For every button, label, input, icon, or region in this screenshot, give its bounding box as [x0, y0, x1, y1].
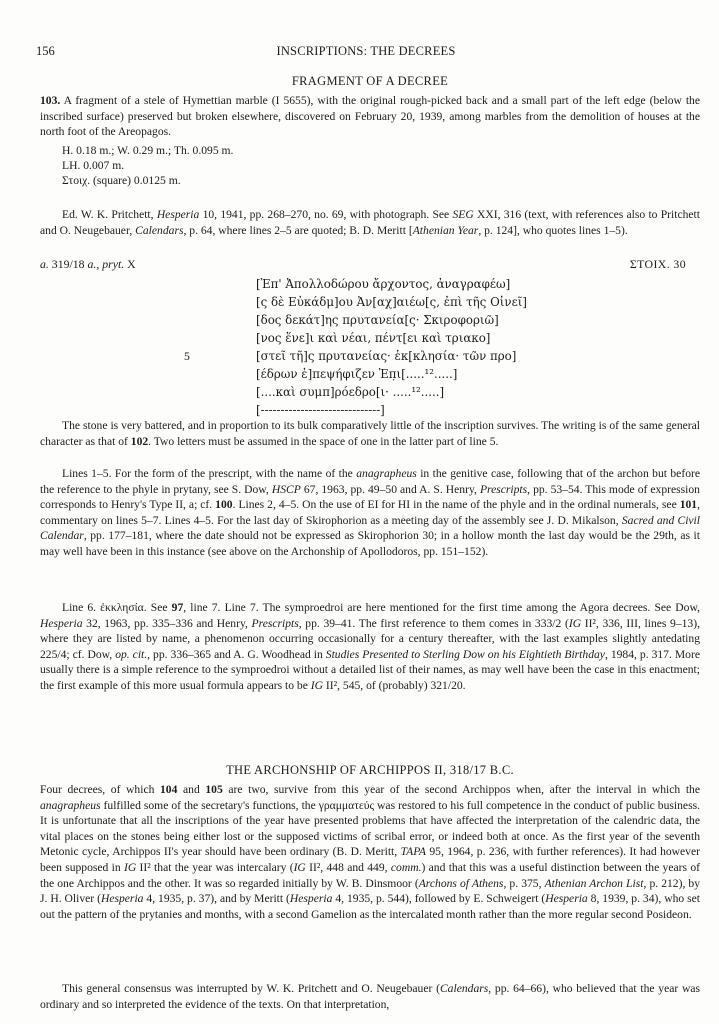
section-title-archonship: THE ARCHONSHIP OF ARCHIPPOS II, 318/17 B.C.: [226, 763, 514, 777]
archonship-paragraph-2: This general consensus was interrupted by W. K. Pritchett and O. Neugebauer (Calendars, pp. 64–66), who believed that the year was ordinary and so interpreted the evidence of the texts. On that interpretation,: [40, 982, 700, 1011]
inscription-line: [δος δεκάτ]ης πρυτανεία[ς· Σκιροφοριῶ]: [256, 313, 499, 327]
measurements: [62, 143, 233, 188]
archonship-paragraph-1: Four decrees, of which 104 and 105 are two, survive from this year of the second Archippos when, after the interval in which the anagrapheus fulfilled some of the secretary's functions, the γραμματεύς was restored to his full competence in the conduct of public business. It is unfortunate that all the inscriptions of the year have presented problems that have affected the interpretation of the calendric data, the vital places on the stones being either lost or the supposed victims of scribal error, or indeed both at once. As the first year of the seventh Metonic cycle, Archippos II's year should have been ordinary (B. D. Meritt, TAPA 95, 1964, p. 236, with further references). It had however been supposed in IG II² that the year was intercalary (IG II², 448 and 449, comm.) and that this was a useful distinction between the years of the one Archippos and the other. It was so regarded initially by W. B. Dinsmoor (Archons of Athens, p. 375, Athenian Archon List, p. 212), by J. H. Oliver (Hesperia 4, 1935, p. 37), and by Meritt (Hesperia 4, 1935, p. 544), followed by E. Schweigert (Hesperia 8, 1939, p. 34), who set out the pattern of the prytanies and months, with a second Gamelion as the intercalated month rather than the more regular second Posideon.: [40, 783, 701, 921]
commentary-paragraph-2: Lines 1–5. For the form of the prescript, with the name of the anagrapheus in the genitive case, following that of the archon but before the reference to the phyle in prytany, see S. Dow, HSCP 67, 1963, pp. 49–50 and A. S. Henry, Prescripts, pp. 53–54. This mode of expression corresponds to Henry's Type II, a; cf. 100. Lines 2, 4–5. On the use of EI for HI in the name of the phyle and in the ordinal numerals, see 101, commentary on lines 5–7. Lines 4–5. For the last day of Skirophorion as a meeting day of the assembly see J. D. Mikalson, Sacred and Civil Calendar, pp. 177–181, where the date should not be expressed as Skirophorion 30; in a hollow month the last day would be the 29th, as it may well have been in this instance (see above on the Archonship of Apollodoros, pp. 151–152).: [40, 467, 700, 558]
inscription-line: [Ἐπ' Ἀπολλοδώρου ἄρχοντος, ἀναγραφέω]: [256, 277, 511, 291]
inscription-date: a. 319/18 a., pryt. X: [40, 257, 136, 271]
running-title: INSCRIPTIONS: THE DECREES: [276, 44, 456, 58]
inscription-line: [έδρων ἐ]πεψήφιζεν Ἐπ̣ι[.....¹².....]: [256, 367, 458, 381]
stoichedon-count: ΣΤΟΙΧ. 30: [629, 257, 686, 271]
edition-paragraph: Ed. W. K. Pritchett, Hesperia 10, 1941, pp. 268–270, no. 69, with photograph. See SEG XXI, 316 (text, with references also to Pritchett and O. Neugebauer, Calendars, p. 64, where lines 2–5 are quoted; B. D. Meritt [Athenian Year, p. 124], who quotes lines 1–5).: [40, 208, 700, 237]
measurement-dimensions: H. 0.18 m.; W. 0.29 m.; Th. 0.095 m.: [62, 144, 234, 157]
inscription-line: [ς δὲ Εὐκάδμ]ου Ἀν[αχ]αιέω[ς, ἐπὶ τῆς Οἰνεῖ]: [256, 295, 527, 309]
inscription-line: [------------------------------]: [256, 403, 385, 417]
line-number: 5: [184, 349, 190, 363]
inscription-line: [νος ἕνε]ι καὶ νέαι, πέντ[ει καὶ τριακο]: [256, 331, 491, 345]
measurement-letter-height: LH. 0.007 m.: [62, 159, 125, 172]
inscription-text: [184, 275, 640, 419]
intro-paragraph: 103. A fragment of a stele of Hymettian marble (I 5655), with the original rough-picked back and a small part of the left edge (below the inscribed surface) preserved but broken elsewhere, discovered on February 20, 1939, among marbles from the demolition of houses at the north foot of the Areopagos.: [40, 94, 700, 139]
running-header: [36, 44, 696, 60]
inscription-line: 5 [στεῖ τῆ]ς πρυτανείας· ἐκ[κλησία· τῶν προ]: [184, 349, 517, 363]
inscription-header: [40, 257, 700, 273]
inscription-line: [....καὶ συμπ]ρόεδρο[ι· .....¹².....]: [256, 385, 445, 399]
page-number: 156: [36, 44, 55, 58]
commentary-paragraph-1: The stone is very battered, and in proportion to its bulk comparatively little of the inscription survives. The writing is of the same general character as that of 102. Two letters must be assumed in the space of one in the latter part of line 5.: [40, 419, 700, 448]
measurement-stoichedon: Στοιχ. (square) 0.0125 m.: [62, 174, 181, 187]
section-title-fragment: FRAGMENT OF A DECREE: [291, 74, 449, 88]
commentary-paragraph-3: Line 6. ἐκκλησία. See 97, line 7. Line 7. The symproedroi are here mentioned for the first time among the Agora decrees. See Dow, Hesperia 32, 1963, pp. 335–336 and Henry, Prescripts, pp. 39–41. The first reference to them comes in 333/2 (IG II², 336, III, lines 9–13), where they are listed by name, a phenomenon occurring occasionally for a century thereafter, with the last examples slightly antedating 225/4; cf. Dow, op. cit., pp. 336–365 and A. G. Woodhead in Studies Presented to Sterling Dow on his Eightieth Birthday, 1984, p. 317. More usually there is a simple reference to the symproedroi without a detailed list of their names, as may well have been the case in this enactment; the first example of this more usual formula appears to be IG II², 545, of (probably) 321/20.: [40, 601, 700, 692]
